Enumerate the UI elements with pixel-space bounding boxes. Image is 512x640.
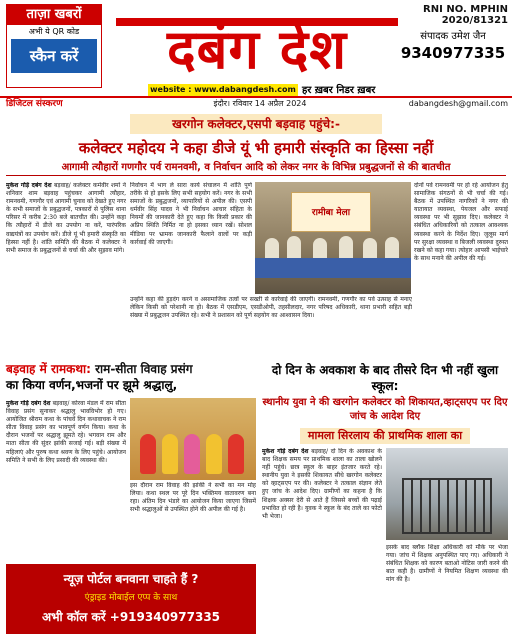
meeting-photo: [255, 182, 411, 294]
story1-column-1: [6, 182, 126, 358]
portal-ad-title: न्यूज़ पोर्टल बनवाना चाहते हैं ?: [63, 572, 199, 586]
ramkatha-photo: [130, 398, 256, 480]
story1-column-2: निर्वाचन में भाग ले सारा कार्य संचालन में शांति पूर्ण तरीके से हो इसके लिए सभी सहयोग करें। नगर के सभी समाजों के प्रबुद्धजनों, व्यापारियों से अपील की। एसपी धर्मवीर सिंह यादव ने भी निर्वाचन आचार संहिता के नियमों की जानकारी देते हुए कहा कि किसी प्रकार की अप्रिय स्थिति निर्मित ना हो इसका ध्यान रखें। सोशल मीडिया पर भ्रामक जानकारी फैलाने वालों पर कड़ी कार्रवाई की जाएगी।: [130, 182, 252, 246]
story2-byline: मुकेश गोड़े दबंग देश: [6, 400, 51, 407]
idol-figure: [162, 434, 178, 474]
promo-title: ताज़ा खबरों: [7, 5, 101, 25]
masthead-logo: [112, 2, 402, 82]
story1-column-4: दोनों पर्व रामनवमी पर हो रहे आयोजन हेतु सामाजिक संगठनों से भी चर्चा की गई। बैठक में उपस्थित नागरिकों ने नगर की यातायात व्यवस्था, पेयजल और सफाई व्यवस्था पर भी सुझाव दिए। कलेक्टर ने संबंधित अधिकारियों को तत्काल आवश्यक व्यवस्था करने के निर्देश दिए। जुलूस मार्ग पर सुरक्षा व्यवस्था व बिजली व्यवस्था दुरुस्त रखने को कहा गया। त्योहार आपसी भाईचारे के साथ मनाने की अपील की गई।: [414, 182, 508, 262]
portal-ad-call[interactable]: अभी कॉल करें +919340977335: [41, 610, 221, 624]
photo-banner: रामीबा मेला: [291, 192, 371, 232]
meeting-table: [255, 258, 411, 278]
story1-subheadline: आगामी त्यौहारों गणगौर पर्व रामनवमी, व निर्वाचन आदि को लेकर नगर के विभिन्न प्रबुद्धजनों से की बातचीत: [6, 160, 506, 176]
gate-icon: [402, 478, 492, 534]
story2-headline-rest: राम-सीता विवाह प्रसंग: [90, 362, 193, 376]
story1-headline[interactable]: कलेक्टर महोदय ने कहा डीजे यूं भी हमारी संस्कृति का हिस्सा नहीं: [78, 139, 434, 157]
portal-ad-subtitle: एंड्राइड मोबाईल एप्प के साथ: [84, 593, 178, 603]
story3-byline: मुकेश गोड़े दबंग देश: [262, 448, 309, 455]
qr-promo-box[interactable]: [6, 4, 102, 88]
story2-headline-red: बड़वाह में रामकथा:: [6, 362, 91, 376]
editor-phone[interactable]: 9340977335: [400, 44, 506, 62]
story3-subheadline: स्थानीय युवा ने की खरगोन कलेक्टर को शिकायत,व्हाट्सएप पर दिए जांच के आदेश दिए: [262, 397, 508, 422]
promo-scan-label[interactable]: स्कैन करें: [11, 39, 97, 73]
tagline: हर ख़बर निडर ख़बर: [302, 85, 376, 96]
logo-text: दबंग देश: [166, 18, 348, 76]
website-link[interactable]: website : www.dabangdesh.com: [148, 84, 298, 96]
news-portal-ad[interactable]: [6, 564, 256, 634]
story3-column-1: [262, 448, 382, 626]
school-gate-photo: [386, 448, 508, 540]
story2-column-2: इस दौरान राम विवाह की झांकी ने सभी का मन मोह लिया। कथा स्थल पर पूरे दिन भक्तिमय वातावरण बना रहा। अंतिम दिन भंडारे का आयोजन किया जाएगा जिसमें सभी श्रद्धालुओं से उपस्थित होने की अपील की गई है।: [130, 482, 256, 514]
editor-name: संपादक उमेश जैन: [420, 31, 486, 42]
story1-kicker[interactable]: खरगोन कलेक्टर,एसपी बड़वाह पहुंचे:-: [130, 114, 382, 134]
email-address[interactable]: dabangdesh@gmail.com: [408, 99, 508, 108]
idol-figure: [184, 434, 200, 474]
story3-kicker[interactable]: मामला सिरलाय की प्राथमिक शाला का: [300, 428, 470, 444]
story1-byline: मुकेश गोड़े दबंग देश: [6, 182, 52, 189]
edition-bar: [0, 96, 512, 110]
edition-label: डिजिटल संस्करण: [6, 99, 63, 109]
story1-caption-text: उन्होंने कहा की हुड़दंग करने व असामाजिक तत्वों पर सख्ती से कार्रवाई की जाएगी। रामनवमी, गणगौर का पर्व उत्साह से मनाए लेकिन किसी को परेशानी ना हो। बैठक में एसडीएम, एसडीओपी, तहसीलदार, नगर परिषद अधिकारी, थाना प्रभारी सहित बड़ी संख्या में प्रबुद्धजन उपस्थित रहे। सभी ने प्रशासन को पूर्ण सहयोग का आश्वासन दिया।: [130, 296, 412, 320]
logo-wordmark-icon: [112, 8, 402, 76]
story2-headline[interactable]: [6, 362, 256, 377]
story3-headline[interactable]: दो दिन के अवकाश के बाद तीसरे दिन भी नहीं खुला स्कूल:: [271, 363, 499, 393]
rni-number: RNI NO. MPHIN 2020/81321: [423, 4, 508, 26]
story1-col1-text: बड़वाह/ कलेक्टर कर्मवीर शर्मा ने शनिवार शाम बड़वाह पहुंचकर आगामी त्यौहार, रामनवमी, गणगौर एवं आगामी चुनाव को देखते हुए नगर के सभी समाजों के प्रबुद्धजनों, पत्रकारों से पुलिस थाना परिसर में करीब 2:30 बजे बातचीत की। उन्होंने कहा कि त्यौहारों में डीजे का उपयोग ना करें, पारंपरिक वाद्ययंत्रों का उपयोग करें। डीजे यूं भी हमारी संस्कृति का हिस्सा नहीं है। शांति समिति की बैठक में कलेक्टर ने सभी समाज के प्रबुद्धजनों से चर्चा की और सुझाव मांगे।: [6, 182, 126, 254]
story3-column-2: इसके बाद ब्लॉक शिक्षा अधिकारी को मौके पर भेजा गया। जांच में शिक्षक अनुपस्थित पाए गए। अधिकारी ने संबंधित शिक्षक को कारण बताओ नोटिस जारी करने की बात कही है। ग्रामीणों ने नियमित शिक्षण व्यवस्था की मांग की है।: [386, 544, 508, 584]
dateline: इंदौर। रविवार 14 अप्रैल 2024: [213, 99, 307, 108]
story2-col1-text: बड़वाह/ कोरवा मंडल में राम सीता विवाह प्रसंग सुनाकर श्रद्धालु भावविभोर हो गए। आयोजित श्रीराम कथा के पांचवें दिन कथावाचक ने राम सीता विवाह प्रसंग का भावपूर्ण वर्णन किया। कथा के दौरान भजनों पर श्रद्धालु झूमते रहे। भगवान राम और माता सीता की सुंदर झांकी सजाई गई। बड़ी संख्या में महिलाएं और पुरुष कथा श्रवण के लिए पहुंचे। आयोजन समिति ने सभी के लिए प्रसादी की व्यवस्था की।: [6, 400, 126, 464]
story3-col1-text: बड़वाह/ दो दिन के अवकाश के बाद शिक्षक समय पर प्राथमिक शाला का ताला खोलने नहीं पहुंचे। छात्र स्कूल के बाहर इंतजार करते रहे। स्थानीय युवा ने इसकी शिकायत सीधे खरगोन कलेक्टर को व्हाट्सएप पर की। कलेक्टर ने तत्काल संज्ञान लेते हुए जांच के आदेश दिए। ग्रामीणों का कहना है कि शिक्षक अक्सर देरी से आते हैं जिससे बच्चों की पढ़ाई प्रभावित हो रही है। युवक ने स्कूल के बंद ताले का फोटो भी भेजा।: [262, 448, 382, 520]
promo-subtitle: अभी ये QR कोड: [28, 27, 80, 36]
story2-column-1: [6, 400, 126, 560]
idol-figure: [228, 434, 244, 474]
idol-figure: [206, 434, 222, 474]
idol-figure: [140, 434, 156, 474]
story2-headline-line2[interactable]: का किया वर्णन,भजनों पर झूमे श्रद्धालु,: [6, 378, 178, 392]
